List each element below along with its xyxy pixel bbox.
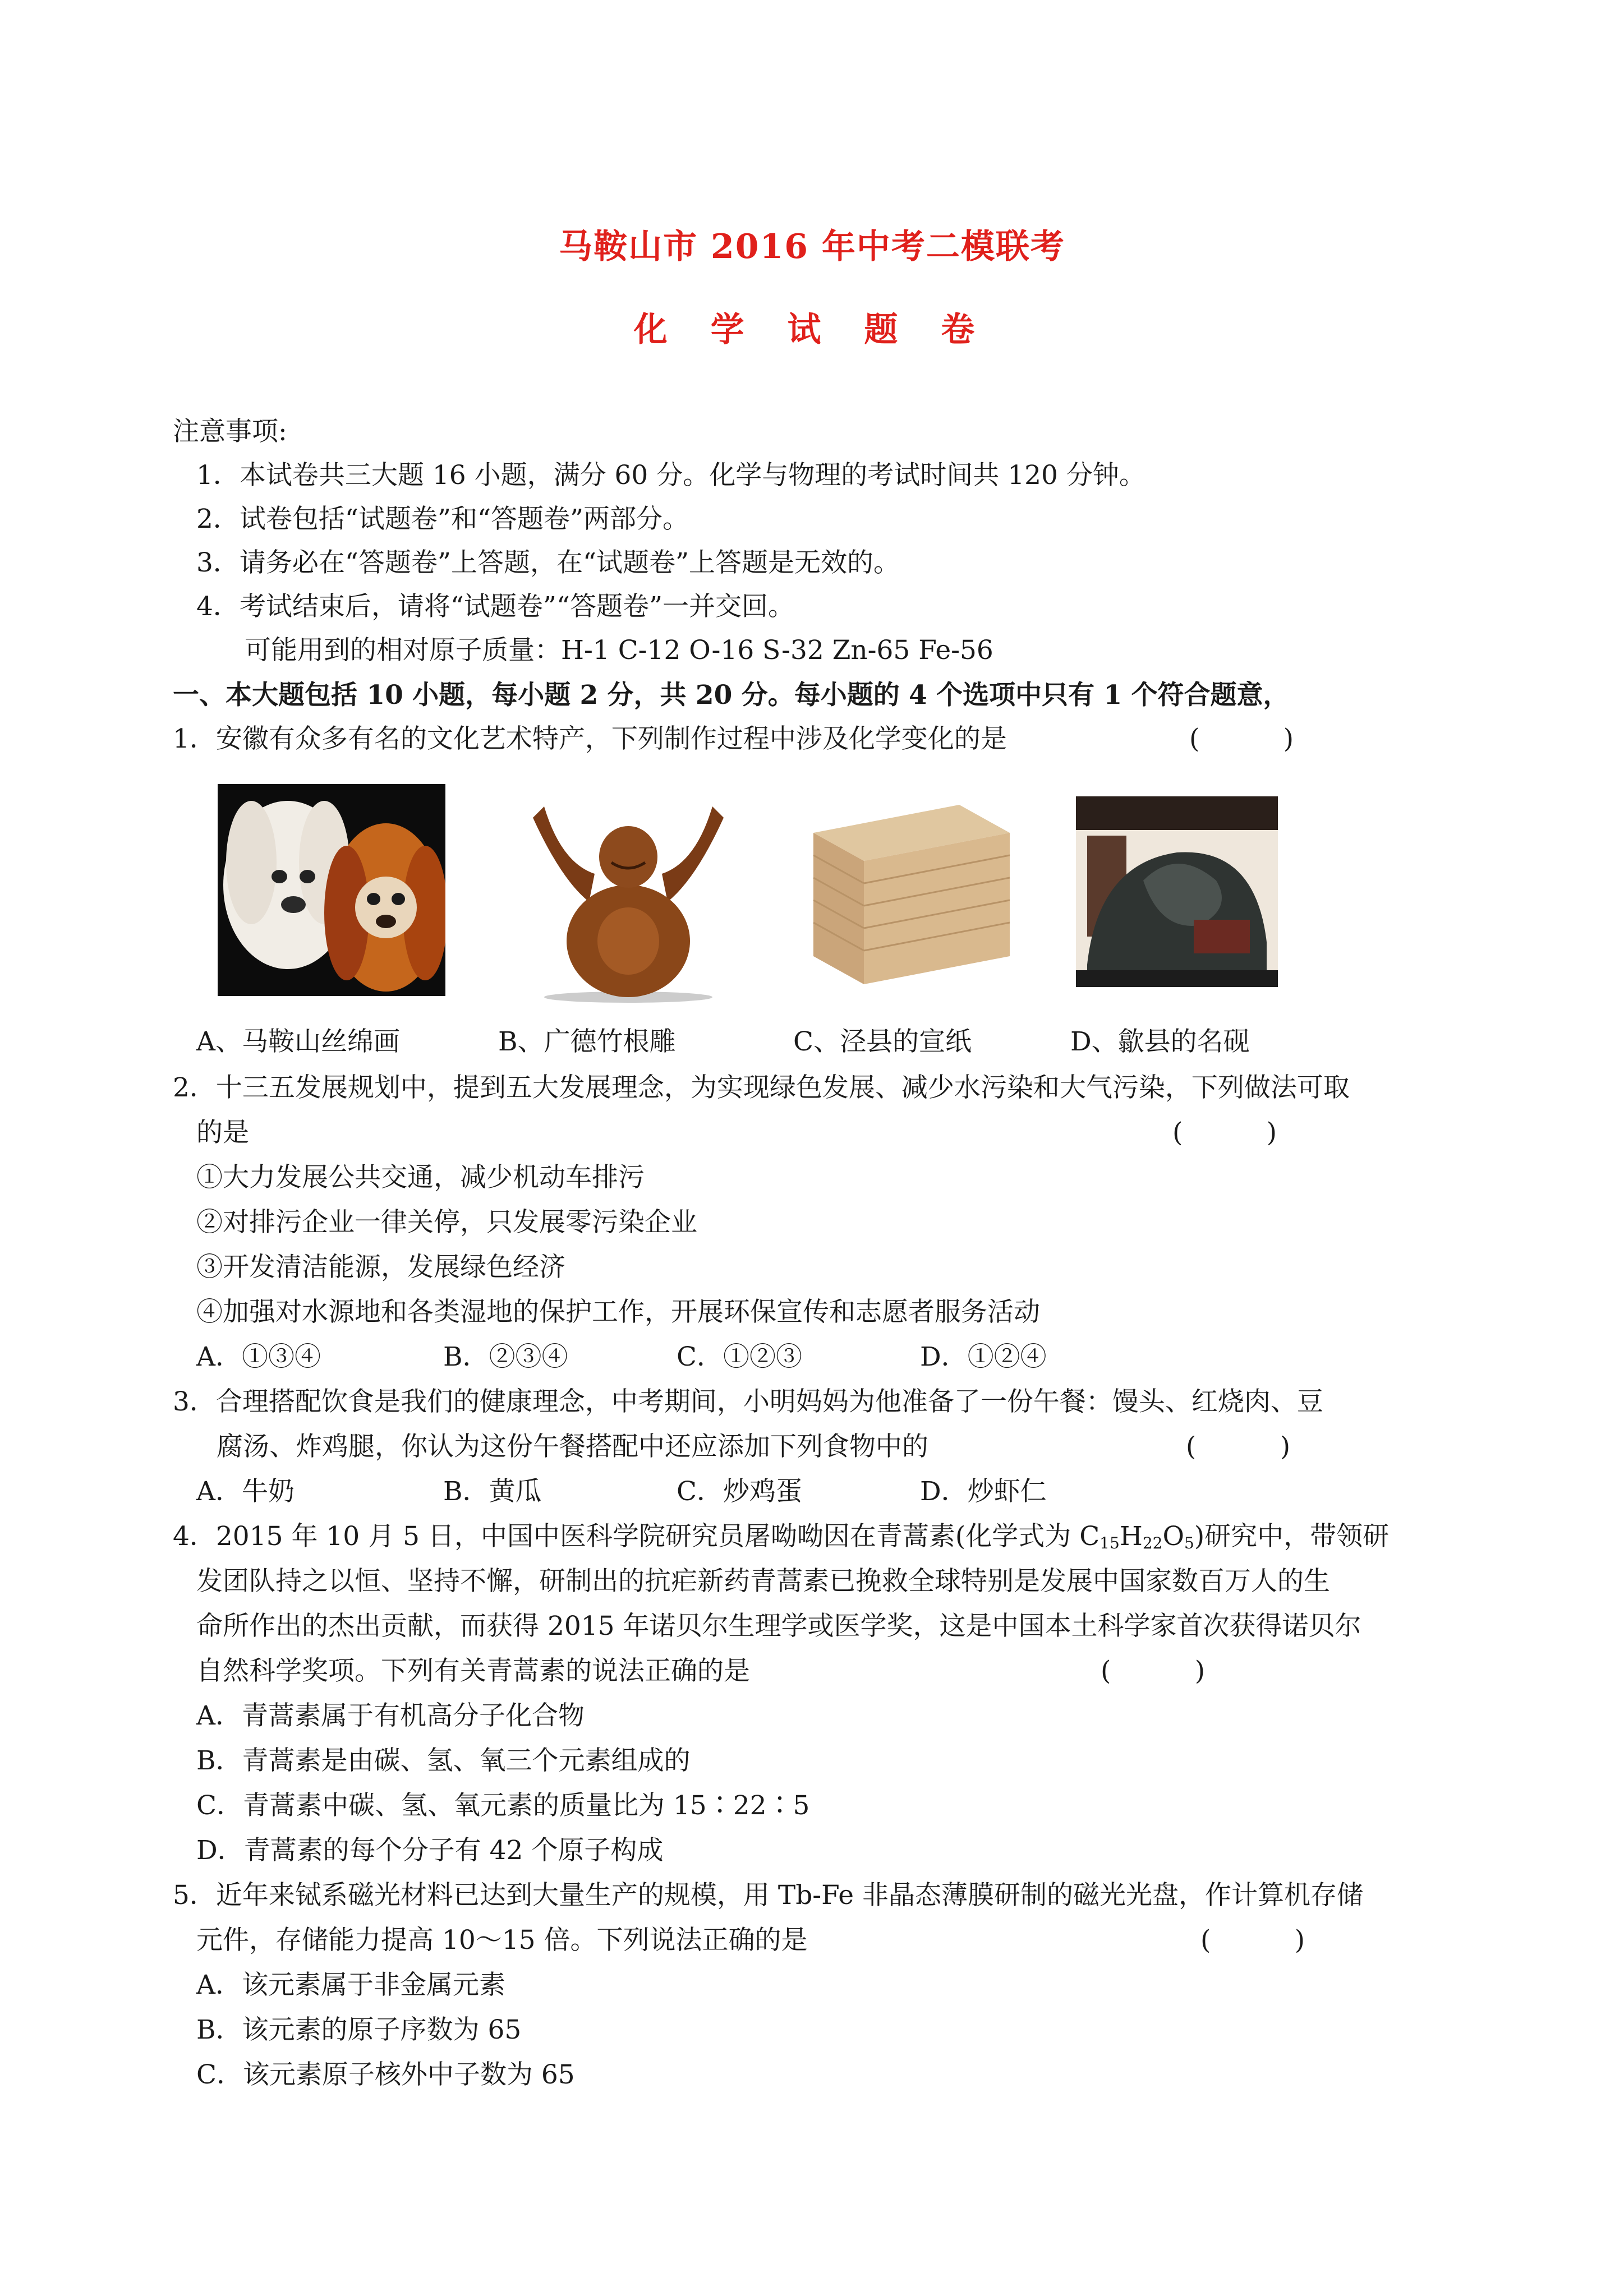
note-item-3: 3．请务必在“答题卷”上答题，在“试题卷”上答题是无效的。: [196, 547, 900, 578]
question-4-stem-text-b: )研究中，带领研: [1194, 1521, 1390, 1552]
question-4-option-c: C．青蒿素中碳、氢、氧元素的质量比为 15∶22∶5: [196, 1790, 810, 1821]
question-2-answer-paren: ( ): [1172, 1117, 1277, 1148]
question-5-option-b: B．该元素的原子序数为 65: [196, 2014, 522, 2045]
question-1-answer-paren: ( ): [1189, 723, 1294, 754]
bamboo-carving-image: [522, 795, 735, 1003]
question-3-option-d: D．炒虾仁: [920, 1476, 1047, 1507]
question-2-option-d: D．①②④: [920, 1341, 1047, 1372]
silk-painting-image: [218, 784, 445, 996]
formula-subscript-o: 5: [1184, 1534, 1194, 1552]
question-5-option-a: A．该元素属于非金属元素: [196, 1970, 505, 2000]
question-4-answer-paren: ( ): [1101, 1656, 1206, 1686]
question-3-option-a: A．牛奶: [196, 1476, 295, 1507]
question-4-stem-line4: 自然科学奖项。下列有关青蒿素的说法正确的是: [196, 1656, 750, 1686]
question-4-option-a: A．青蒿素属于有机高分子化合物: [196, 1700, 585, 1731]
inkstone-image: [1076, 796, 1278, 987]
question-2-stem-line1: 2．十三五发展规划中，提到五大发展理念，为实现绿色发展、减少水污染和大气污染，下列做法可取: [173, 1072, 1350, 1103]
question-4-option-b: B．青蒿素是由碳、氢、氧三个元素组成的: [196, 1745, 691, 1776]
page-title: 马鞍山市 2016 年中考二模联考: [559, 227, 1065, 266]
question-4-stem-line2: 发团队持之以恒、坚持不懈，研制出的抗疟新药青蒿素已挽救全球特别是发展中国家数百万人的生: [196, 1566, 1330, 1597]
formula-subscript-h: 22: [1142, 1534, 1163, 1552]
question-4-stem-line3: 命所作出的杰出贡献，而获得 2015 年诺贝尔生理学或医学奖，这是中国本土科学家首次获得诺贝尔: [196, 1611, 1361, 1642]
question-2-option-a: A．①③④: [196, 1341, 321, 1372]
question-3-option-c: C．炒鸡蛋: [677, 1476, 802, 1507]
notes-heading: 注意事项:: [173, 416, 287, 447]
note-item-2: 2．试卷包括“试题卷”和“答题卷”两部分。: [196, 504, 689, 534]
section-heading: 一、本大题包括 10 小题，每小题 2 分，共 20 分。每小题的 4 个选项中只有 1 个符合题意，: [173, 680, 1290, 711]
xuan-paper-image: [808, 799, 1015, 997]
question-5-stem-line1: 5．近年来铽系磁光材料已达到大量生产的规模，用 Tb-Fe 非晶态薄膜研制的磁光光盘，作计算机存储: [173, 1880, 1363, 1911]
question-5-answer-paren: ( ): [1200, 1925, 1305, 1956]
atomic-masses: 可能用到的相对原子质量：H-1 C-12 O-16 S-32 Zn-65 Fe-56: [245, 635, 993, 666]
question-3-answer-paren: ( ): [1186, 1431, 1291, 1462]
question-2-item-3: ③开发清洁能源，发展绿色经济: [196, 1252, 565, 1283]
question-3-option-b: B．黄瓜: [443, 1476, 542, 1507]
question-1-option-b: B、广德竹根雕: [498, 1026, 676, 1057]
question-2-stem-line2: 的是: [196, 1117, 249, 1148]
question-5-option-c: C．该元素原子核外中子数为 65: [196, 2059, 575, 2090]
question-3-stem-line1: 3．合理搭配饮食是我们的健康理念，中考期间，小明妈妈为他准备了一份午餐：馒头、红烧肉、豆: [173, 1386, 1323, 1417]
question-1-stem: 1．安徽有众多有名的文化艺术特产，下列制作过程中涉及化学变化的是: [173, 723, 1007, 754]
page-subtitle: 化 学 试 题 卷: [633, 310, 991, 349]
question-1-option-c: C、泾县的宣纸: [793, 1026, 972, 1057]
question-4-option-d: D．青蒿素的每个分子有 42 个原子构成: [196, 1835, 664, 1866]
question-4-stem-text-a: 4．2015 年 10 月 5 日，中国中医科学院研究员屠呦呦因在青蒿素(化学式为 C: [173, 1521, 1100, 1552]
question-2-option-b: B．②③④: [443, 1341, 568, 1372]
question-1-option-a: A、马鞍山丝绵画: [196, 1026, 400, 1057]
formula-o: O: [1162, 1521, 1184, 1552]
question-3-stem-line2: 腐汤、炸鸡腿，你认为这份午餐搭配中还应添加下列食物中的: [217, 1431, 928, 1462]
formula-h: H: [1119, 1521, 1143, 1552]
note-item-1: 1．本试卷共三大题 16 小题，满分 60 分。化学与物理的考试时间共 120 分钟。: [196, 460, 1145, 491]
question-2-item-1: ①大力发展公共交通，减少机动车排污: [196, 1162, 645, 1193]
note-item-4: 4．考试结束后，请将“试题卷”“答题卷”一并交回。: [196, 591, 795, 622]
formula-subscript-c: 15: [1099, 1534, 1120, 1552]
question-2-item-4: ④加强对水源地和各类湿地的保护工作，开展环保宣传和志愿者服务活动: [196, 1297, 1040, 1327]
question-5-stem-line2: 元件，存储能力提高 10～15 倍。下列说法正确的是: [196, 1925, 808, 1956]
question-1-option-d: D、歙县的名砚: [1070, 1026, 1250, 1057]
question-2-option-c: C．①②③: [677, 1341, 802, 1372]
question-4-stem-line1: [173, 1520, 1389, 1560]
question-2-item-2: ②对排污企业一律关停，只发展零污染企业: [196, 1207, 697, 1238]
